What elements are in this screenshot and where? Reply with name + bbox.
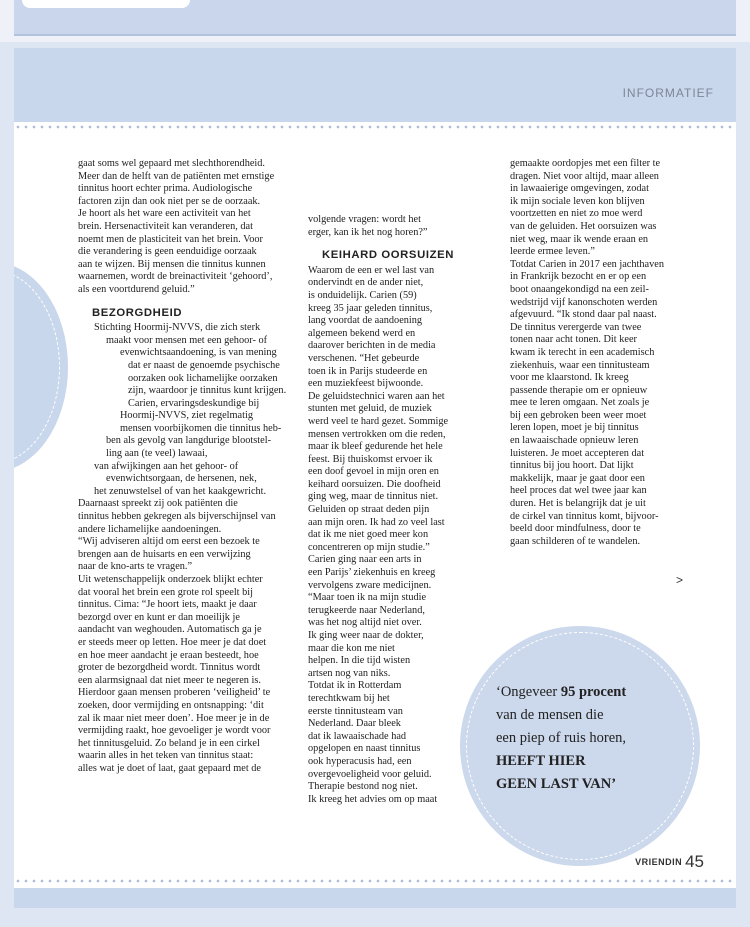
text-line: het tinnitusgeluid. Zo beland je in een cirkel — [78, 737, 260, 749]
text-line: aandacht van weghouden. Automatisch ga je — [78, 624, 262, 636]
text-line: dragen. Niet voor altijd, maar alleen — [510, 170, 659, 182]
text-line: brein. Hersenactiviteit kan veranderen, dat — [78, 220, 253, 232]
text-line: Uit wetenschappelijk onderzoek blijkt echter — [78, 574, 263, 585]
text-line: dat vooral het brein een grote rol speelt bij — [78, 586, 253, 598]
text-line: overgevoeligheid voor geluid. — [308, 768, 432, 780]
pull-quote-line3: een piep of ruis horen, — [496, 730, 627, 746]
text-line: ben als gevolg van langdurige blootstel- — [106, 435, 271, 447]
text-line: toen ik in Parijs studeerde en — [308, 365, 428, 377]
text-line: tonen naar acht tonen. Dit keer — [510, 334, 637, 346]
text-line: ik mijn sociale leven kon blijven — [510, 195, 645, 207]
text-line: Je hoort als het ware een activiteit van het — [78, 208, 251, 220]
column-3 — [510, 158, 698, 548]
text-line: Therapie bestond nog niet. — [308, 781, 418, 793]
text-line: was het nog altijd niet over. — [308, 617, 422, 629]
text-line: mensen vertrokken om die reden, — [308, 428, 446, 440]
text-line: mee te leren omgaan. Net zoals je — [510, 397, 650, 409]
text-line: dat ik lawaaischade had — [308, 730, 407, 742]
text-line: Geluiden op straat deden pijn — [308, 504, 430, 516]
text-line: maar die kon me niet — [308, 642, 395, 654]
text-line: Ik ging weer naar de dokter, — [308, 630, 424, 641]
text-line: een doof gevoel in mijn oren en — [308, 466, 439, 478]
header-band — [14, 48, 736, 122]
magazine-page — [14, 48, 736, 908]
text-line: het zenuwstelsel of van het kaakgewricht. — [94, 485, 267, 497]
decorative-circle-left — [14, 262, 68, 472]
text-line: die verandering is geen eenduidige oorzaak — [78, 246, 257, 258]
text-line: er steeds meer op letten. Hoe meer je dat doet — [78, 636, 267, 648]
text-line: Carien, ervaringsdeskundige bij — [128, 397, 260, 409]
page-footer — [635, 852, 704, 872]
text-line: en lawaaischade opnieuw leren — [510, 435, 639, 447]
text-line: in lawaaierige omgevingen, zodat — [510, 183, 649, 195]
text-line: terechtkwam bij het — [308, 692, 390, 704]
footer-band — [14, 888, 736, 908]
text-line: stunten met geluid, de muziek — [308, 403, 432, 415]
text-line: niet weg, maar ik wende eraan en — [510, 233, 649, 245]
column-1-intro — [78, 158, 303, 297]
text-line: De tinnitus verergerde van twee — [510, 321, 642, 333]
column-2-body — [308, 265, 468, 807]
text-line: maar ik bleef gedurende het hele — [308, 441, 443, 453]
text-line: een muziekfeest bijwoonde. — [308, 378, 424, 390]
text-line: mensen voorbijkomen die tinnitus heb- — [120, 422, 282, 434]
text-line: een alarmsignaal dat niet meer te negeren is. — [78, 674, 261, 686]
text-line: van afwijkingen aan het gehoor- of — [94, 460, 239, 472]
text-line: Totdat Carien in 2017 een jachthaven — [510, 258, 664, 270]
text-line: de cirkel van tinnitus komt, bijvoor- — [510, 510, 659, 522]
text-line: Daarnaast spreekt zij ook patiënten die — [78, 498, 238, 510]
text-line: een Parijs’ ziekenhuis en kreeg — [308, 567, 436, 579]
text-line: ging weg, maar de tinnitus niet. — [308, 491, 439, 503]
text-line: ook hyperacusis had, een — [308, 755, 412, 767]
heading-keihard-oorsuizen: KEIHARD OORSUIZEN — [322, 249, 454, 262]
text-line: waarnemen, wordt de breinactiviteit ‘gehoord’, — [78, 271, 273, 283]
text-line: leerde ermee leven.” — [510, 246, 595, 258]
pull-quote-line4: HEEFT HIER — [496, 753, 586, 769]
text-line: kreeg 35 jaar geleden tinnitus, — [308, 302, 433, 314]
text-line: dat ik me niet goed meer kon — [308, 529, 429, 541]
text-line: voortzetten en niet zo moe werd — [510, 208, 643, 220]
text-line: tinnitus hebben gekregen als bijverschijnsel van — [78, 511, 276, 523]
text-line: Carien ging naar een arts in — [308, 554, 422, 566]
text-line: evenwichtsaandoening, is van mening — [120, 347, 277, 359]
text-line: bezorgd over en kunt er dan moeilijk je — [78, 611, 240, 623]
column-3-body — [510, 158, 698, 548]
text-line: brengen aan de huisarts en een verwijzing — [78, 548, 251, 560]
text-line: Totdat ik in Rotterdam — [308, 680, 402, 692]
text-line: zoeken, door vermijding en ontsnapping: ‘dit — [78, 699, 264, 711]
text-line: zijn, waardoor je tinnitus kunt krijgen. — [128, 385, 287, 397]
text-line: zal ik maar niet meer doen’. Hoe meer je in de — [78, 712, 270, 724]
text-line: Waarom de een er wel last van — [308, 264, 435, 276]
text-line: Stichting Hoormij-NVVS, die zich sterk — [94, 322, 261, 334]
pull-quote-line5: GEEN LAST VAN’ — [496, 776, 617, 792]
text-line: “Maar toen ik na mijn studie — [308, 592, 427, 604]
text-line: ondervindt en de ander niet, — [308, 277, 424, 289]
text-line: andere lichamelijke aandoeningen. — [78, 523, 222, 535]
text-line: Nederland. Daar bleek — [308, 718, 401, 730]
text-line: werd veel te hard gezet. Sommige — [308, 415, 449, 427]
text-line: artsen nog van niks. — [308, 667, 391, 679]
text-line: tinnitus. Cima: “Je hoort iets, maakt je daar — [78, 599, 257, 611]
text-line: aan te wijzen. Bij mensen die tinnitus kunnen — [78, 258, 266, 270]
text-line: factoren zijn dan ook niet per se de oorzaak. — [78, 195, 261, 207]
text-line: boot onaangekondigd na een zeil- — [510, 283, 649, 295]
text-line: opgelopen en naast tinnitus — [308, 743, 421, 755]
text-line: Hoormij-NVVS, ziet regelmatig — [120, 410, 253, 422]
text-line: helpen. In die tijd wisten — [308, 655, 411, 667]
text-line: “Wij adviseren altijd om eerst een bezoek te — [78, 536, 260, 548]
text-line: is onduidelijk. Carien (59) — [308, 289, 417, 301]
text-line: volgende vragen: wordt het — [308, 214, 421, 225]
text-line: maakt voor mensen met een gehoor- of — [106, 334, 268, 346]
text-line: De geluidstechnici waren aan het — [308, 390, 445, 402]
text-line: ling aan (te veel) lawaai, — [106, 448, 208, 460]
text-line: verschenen. “Het gebeurde — [308, 352, 420, 364]
text-line: waarin alles in het teken van tinnitus staat: — [78, 750, 254, 762]
column-1-body — [78, 322, 303, 775]
text-line: tinnitus bij jou hoort. Dat lijkt — [510, 460, 634, 472]
text-line: gaan schilderen of te wandelen. — [510, 535, 641, 547]
text-line: Meer dan de helft van de patiënten met ernstige — [78, 170, 275, 182]
text-line: luisteren. Je moet accepteren dat — [510, 447, 645, 459]
dotted-divider-bottom — [14, 878, 736, 884]
column-2-intro — [308, 214, 468, 239]
text-line: oorzaken ook lichamelijke oorzaken — [128, 372, 278, 384]
text-line: aan mijn oren. Ik had zo veel last — [308, 516, 445, 528]
next-page-arrow[interactable]: > — [676, 573, 684, 587]
text-line: duren. Het is belangrijk dat je uit — [510, 498, 646, 510]
text-line: Hierdoor gaan mensen proberen ‘veiligheid’ te — [78, 687, 271, 699]
text-line: naar de kno-arts te vragen.” — [78, 561, 193, 573]
text-line: wedstrijd vijf kanonschoten werden — [510, 296, 658, 308]
page-number: 45 — [685, 852, 704, 871]
text-line: daarover berichten in de media — [308, 340, 436, 352]
text-line: evenwichtsorgaan, de hersenen, nek, — [106, 473, 257, 485]
text-line: ziekenhuis, waar een tinnitusteam — [510, 359, 650, 371]
column-1 — [78, 158, 303, 776]
text-line: erger, kan ik het nog horen?” — [308, 226, 428, 238]
text-line: keihard oorsuizen. Die doofheid — [308, 478, 441, 490]
text-line: tinnitus hoort echter prima. Audiologische — [78, 183, 253, 195]
text-line: algemeen bekend werd en — [308, 327, 416, 339]
heading-bezorgdheid: BEZORGDHEID — [92, 306, 183, 319]
text-line: passende therapie om er opnieuw — [510, 384, 648, 396]
text-line: afgevuurd. “Ik stond daar pal naast. — [510, 309, 657, 321]
text-line: groter de bezorgdheid wordt. Tinnitus wordt — [78, 662, 261, 674]
text-line: voor me klaarstond. Ik kreeg — [510, 372, 629, 384]
text-line: leren lopen, moet je bij tinnitus — [510, 422, 639, 434]
text-line: en hoe meer aandacht je eraan besteedt, hoe — [78, 649, 259, 661]
magazine-name: VRIENDIN — [635, 857, 683, 867]
text-line: als een voortdurend geluid.” — [78, 283, 195, 295]
text-line: concentreren op mijn studie.” — [308, 541, 430, 553]
text-line: alles wat je doet of laat, gaat gepaard met de — [78, 762, 261, 774]
pull-quote — [496, 681, 701, 796]
text-line: noemt men de plasticiteit van het brein. Voor — [78, 233, 263, 245]
text-line: vermijding raakt, hoe gevoeliger je wordt voor — [78, 725, 271, 737]
text-line: lang voordat de aandoening — [308, 315, 423, 327]
text-line: dat er naast de genoemde psychische — [128, 359, 280, 371]
text-line: vervolgens zware medicijnen. — [308, 579, 432, 591]
dotted-divider-top — [14, 124, 736, 130]
text-line: heel proces dat wel twee jaar kan — [510, 485, 647, 497]
text-line: gemaakte oordopjes met een filter te — [510, 158, 661, 169]
pull-quote-highlight: 95 procent — [560, 684, 627, 700]
pull-quote-line2: van de mensen die — [496, 707, 604, 723]
text-line: eerste tinnitusteam van — [308, 705, 403, 717]
text-line: bij een gebroken been weer moet — [510, 409, 647, 421]
text-line: gaat soms wel gepaard met slechthorendheid. — [78, 158, 265, 169]
text-line: terugkeerde naar Nederland, — [308, 604, 425, 616]
page-tab — [22, 0, 190, 8]
text-line: beeld door mindfulness, door te — [510, 523, 641, 535]
text-line: feest. Bij thuiskomst ervoer ik — [308, 453, 433, 465]
text-line: Ik kreeg het advies om op maat — [308, 793, 438, 805]
text-line: makkelijk, maar je gaat door een — [510, 472, 645, 484]
column-2 — [308, 214, 468, 806]
pull-quote-line1-pre: ‘Ongeveer — [496, 684, 561, 700]
previous-page-strip — [0, 0, 750, 42]
text-line: kwam ik terecht in een academisch — [510, 346, 655, 358]
text-line: in Frankrijk bezocht en er op een — [510, 271, 647, 283]
section-label: INFORMATIEF — [622, 86, 714, 100]
text-line: van de geluiden. Het oorsuizen was — [510, 220, 657, 232]
